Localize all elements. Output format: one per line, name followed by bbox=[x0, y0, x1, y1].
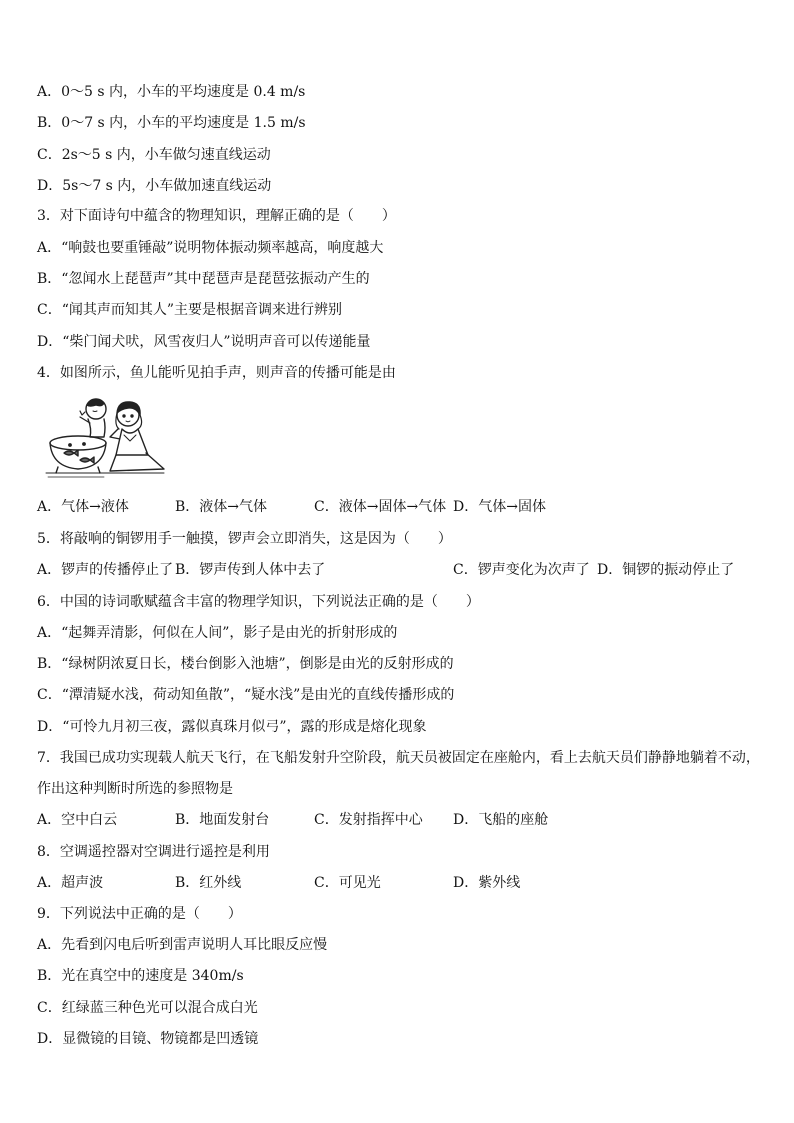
q8-option-c: C．可见光 bbox=[314, 875, 381, 891]
q7-option-b: B．地面发射台 bbox=[175, 812, 270, 828]
q9-stem: 9．下列说法中正确的是（ ） bbox=[37, 906, 242, 922]
q6-stem: 6．中国的诗词歌赋蕴含丰富的物理学知识，下列说法正确的是（ ） bbox=[37, 594, 480, 610]
q5-option-b: B．锣声传到人体中去了 bbox=[175, 562, 326, 578]
q3-option-d: D．“柴门闻犬吠，风雪夜归人”说明声音可以传递能量 bbox=[37, 334, 371, 350]
q3-option-a: A．“响鼓也要重锤敲”说明物体振动频率越高，响度越大 bbox=[37, 240, 384, 256]
q4-option-d: D．气体→固体 bbox=[453, 499, 546, 515]
q5-option-d: D．铜锣的振动停止了 bbox=[597, 562, 735, 578]
q4-option-c: C．液体→固体→气体 bbox=[314, 499, 447, 515]
q9-option-d: D．显微镜的目镜、物镜都是凹透镜 bbox=[37, 1031, 259, 1047]
q2-option-d: D．5s～7 s 内，小车做加速直线运动 bbox=[37, 178, 272, 194]
q9-option-b: B．光在真空中的速度是 340m/s bbox=[37, 968, 244, 984]
q8-option-b: B．红外线 bbox=[175, 875, 242, 891]
q7-option-c: C．发射指挥中心 bbox=[314, 812, 423, 828]
q9-option-a: A．先看到闪电后听到雷声说明人耳比眼反应慢 bbox=[37, 937, 328, 953]
q7-stem-line2: 作出这种判断时所选的参照物是 bbox=[37, 781, 233, 797]
fish-tank-clapping-illustration bbox=[44, 393, 168, 483]
q2-option-a: A．0～5 s 内，小车的平均速度是 0.4 m/s bbox=[37, 84, 306, 100]
q6-option-c: C．“潭清疑水浅，荷动知鱼散”，“疑水浅”是由光的直线传播形成的 bbox=[37, 687, 455, 703]
q3-option-c: C．“闻其声而知其人”主要是根据音调来进行辨别 bbox=[37, 302, 343, 318]
q7-stem-line1: 7．我国已成功实现载人航天飞行，在飞船发射升空阶段，航天员被固定在座舱内，看上去航天员们静静地躺着不动， bbox=[37, 750, 760, 766]
q2-option-c: C．2s～5 s 内，小车做匀速直线运动 bbox=[37, 147, 271, 163]
q6-option-d: D．“可怜九月初三夜，露似真珠月似弓”，露的形成是熔化现象 bbox=[37, 719, 427, 735]
q6-option-a: A．“起舞弄清影，何似在人间”，影子是由光的折射形成的 bbox=[37, 625, 398, 641]
q3-stem: 3．对下面诗句中蕴含的物理知识，理解正确的是（ ） bbox=[37, 208, 396, 224]
q5-option-a: A．锣声的传播停止了 bbox=[37, 562, 174, 578]
q6-option-b: B．“绿树阴浓夏日长，楼台倒影入池塘”，倒影是由光的反射形成的 bbox=[37, 656, 454, 672]
q5-option-c: C．锣声变化为次声了 bbox=[453, 562, 590, 578]
q4-stem: 4．如图所示，鱼儿能听见拍手声，则声音的传播可能是由 bbox=[37, 365, 396, 381]
q7-option-a: A．空中白云 bbox=[37, 812, 118, 828]
q8-option-a: A．超声波 bbox=[37, 875, 104, 891]
q2-option-b: B．0～7 s 内，小车的平均速度是 1.5 m/s bbox=[37, 115, 306, 131]
q8-option-d: D．紫外线 bbox=[453, 875, 521, 891]
q9-option-c: C．红绿蓝三种色光可以混合成白光 bbox=[37, 1000, 258, 1016]
q4-option-a: A．气体→液体 bbox=[37, 499, 129, 515]
q8-stem: 8．空调遥控器对空调进行遥控是利用 bbox=[37, 844, 270, 860]
q7-option-d: D．飞船的座舱 bbox=[453, 812, 549, 828]
q3-option-b: B．“忽闻水上琵琶声”其中琵琶声是琵琶弦振动产生的 bbox=[37, 271, 370, 287]
q5-stem: 5．将敲响的铜锣用手一触摸，锣声会立即消失，这是因为（ ） bbox=[37, 531, 452, 547]
q4-option-b: B．液体→气体 bbox=[175, 499, 268, 515]
